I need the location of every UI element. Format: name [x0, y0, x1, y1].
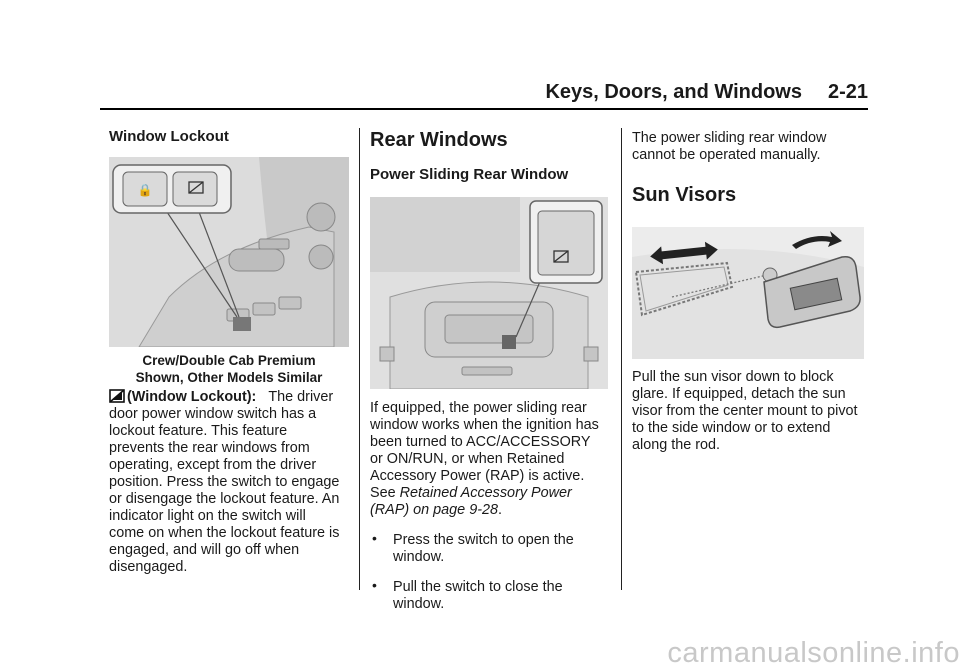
see-word: See	[370, 485, 396, 501]
rap-reference-link-2[interactable]: (RAP) on page 9-28	[370, 502, 498, 518]
column-window-lockout	[109, 122, 349, 576]
sun-visor-description	[632, 369, 870, 454]
watermark: carmanualsonline.info	[667, 637, 960, 669]
bullet-2-line-2: window.	[393, 596, 445, 612]
visor-line-1: Pull the sun visor down to block	[632, 369, 834, 385]
column-rear-windows	[370, 122, 610, 613]
note-line-2: cannot be operated manually.	[632, 147, 821, 163]
visor-line-3: visor from the center mount to pivot	[632, 403, 858, 419]
bullet-1-line-1: Press the switch to open the	[393, 532, 574, 548]
lockout-line-6: or disengage the lockout feature. An	[109, 491, 340, 507]
lockout-line-9: engaged, and will go off when	[109, 542, 300, 558]
caption-line-1: Crew/Double Cab Premium	[142, 353, 316, 368]
bullet-icon: •	[372, 530, 377, 546]
door-switch-drawing	[109, 157, 349, 347]
column-sun-visors	[632, 122, 870, 454]
manual-operation-note	[632, 130, 870, 164]
list-item	[370, 532, 610, 566]
rear-line-5: Accessory Power (RAP) is active.	[370, 468, 585, 484]
reference-period: .	[498, 502, 502, 518]
lockout-label: (Window Lockout):	[127, 389, 257, 405]
visor-line-2: glare. If equipped, detach the sun	[632, 386, 846, 402]
lockout-line-10: disengaged.	[109, 559, 188, 575]
page-header	[100, 81, 868, 109]
bullet-1-line-2: window.	[393, 549, 445, 565]
sun-visors-heading: Sun Visors	[632, 184, 737, 206]
visor-line-4: to the side window or to extend	[632, 420, 831, 436]
window-lockout-heading: Window Lockout	[109, 128, 229, 145]
rear-windows-heading: Rear Windows	[370, 129, 508, 151]
caption-line-2: Shown, Other Models Similar	[135, 370, 323, 385]
rap-reference-link-1[interactable]: Retained Accessory Power	[399, 485, 572, 501]
lockout-line-5: position. Press the switch to engage	[109, 474, 340, 490]
lockout-text-start: The driver	[268, 389, 334, 405]
window-lockout-illustration	[109, 157, 349, 347]
note-line-1: The power sliding rear window	[632, 130, 827, 146]
lockout-line-3: prevents the rear windows from	[109, 440, 310, 456]
rear-line-3: been turned to ACC/ACCESSORY	[370, 434, 591, 450]
rear-line-4: or ON/RUN, or when Retained	[370, 451, 565, 467]
section-title: Keys, Doors, and Windows	[545, 81, 802, 103]
sun-visor-drawing	[632, 227, 864, 359]
bullet-2-line-1: Pull the switch to close the	[393, 579, 563, 595]
rear-window-steps	[370, 532, 610, 613]
rear-line-2: window works when the ignition has	[370, 417, 599, 433]
lockout-line-1: door power window switch has a	[109, 406, 317, 422]
page-number: 2-21	[827, 81, 868, 103]
svg-text:🔒: 🔒	[137, 183, 153, 197]
lockout-line-4: operating, except from the driver	[109, 457, 317, 473]
rear-window-illustration	[370, 197, 608, 389]
column-divider-1	[359, 128, 360, 590]
visor-line-5: along the rod.	[632, 437, 721, 453]
column-divider-2	[621, 128, 622, 590]
lockout-description	[109, 389, 349, 576]
sun-visor-illustration	[632, 227, 864, 359]
bullet-icon: •	[372, 577, 377, 593]
power-sliding-heading: Power Sliding Rear Window	[370, 166, 569, 183]
lockout-line-7: indicator light on the switch will	[109, 508, 306, 524]
list-item	[370, 579, 610, 613]
illustration-caption	[109, 352, 349, 386]
rear-window-description	[370, 400, 610, 519]
header-rule	[100, 108, 868, 110]
rear-line-1: If equipped, the power sliding rear	[370, 400, 587, 416]
window-lockout-icon	[109, 389, 125, 403]
overhead-console-drawing	[370, 197, 608, 389]
lockout-line-8: come on when the lockout feature is	[109, 525, 340, 541]
lockout-line-2: lockout feature. This feature	[109, 423, 288, 439]
